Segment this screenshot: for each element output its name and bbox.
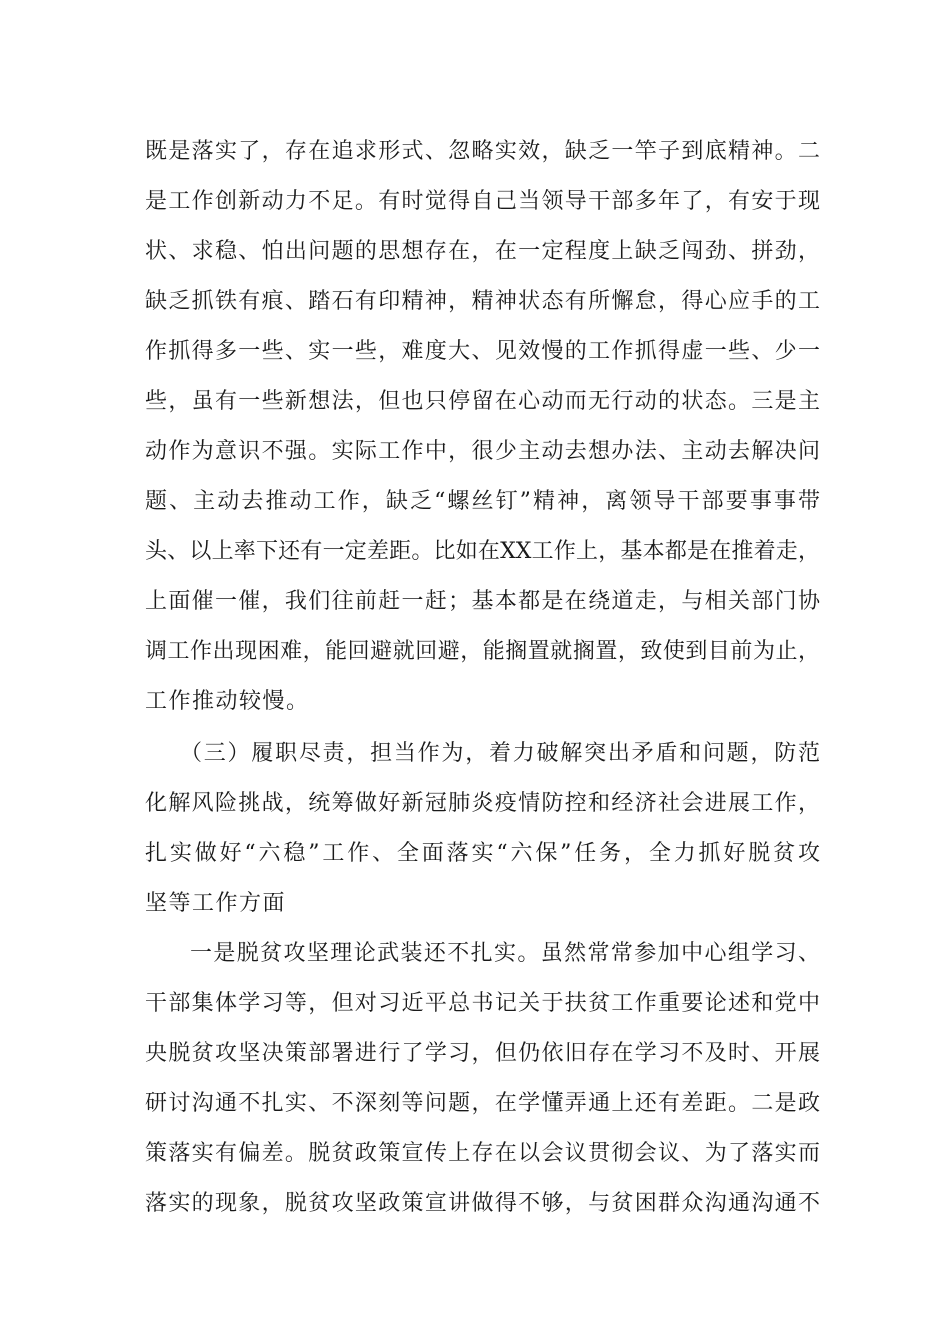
body-text-line: 上面催一催，我们往前赶一赶；基本都是在绕道走，与相关部门协 <box>145 589 820 614</box>
body-text-line: 工作推动较慢。 <box>145 689 310 714</box>
section-heading-line: 坚等工作方面 <box>145 891 287 916</box>
body-text-line: 研讨沟通不扎实、不深刻等问题，在学懂弄通上还有差距。二是政 <box>145 1091 820 1116</box>
body-text-line: 既是落实了，存在追求形式、忽略实效，缺乏一竿子到底精神。二 <box>145 139 820 164</box>
body-text-line: 动作为意识不强。实际工作中，很少主动去想办法、主动去解决问 <box>145 439 820 464</box>
body-text-line: 缺乏抓铁有痕、踏石有印精神，精神状态有所懈怠，得心应手的工 <box>145 289 820 314</box>
body-text-line: 头、以上率下还有一定差距。比如在XX工作上，基本都是在推着走， <box>145 539 820 564</box>
section-heading-line: （三）履职尽责，担当作为，着力破解突出矛盾和问题，防范 <box>180 741 820 766</box>
body-text-line: 是工作创新动力不足。有时觉得自己当领导干部多年了，有安于现 <box>145 189 820 214</box>
body-text-line: 调工作出现困难，能回避就回避，能搁置就搁置，致使到目前为止， <box>145 639 820 664</box>
body-text-line: 策落实有偏差。脱贫政策宣传上存在以会议贯彻会议、为了落实而 <box>145 1141 820 1166</box>
body-text-line: 状、求稳、怕出问题的思想存在，在一定程度上缺乏闯劲、拼劲， <box>145 239 820 264</box>
body-text-line: 作抓得多一些、实一些，难度大、见效慢的工作抓得虚一些、少一 <box>145 339 820 364</box>
body-text-line: 题、主动去推动工作，缺乏“螺丝钉”精神，离领导干部要事事带 <box>145 489 820 514</box>
section-heading-line: 扎实做好“六稳”工作、全面落实“六保”任务，全力抓好脱贫攻 <box>145 841 820 866</box>
body-text-line: 些，虽有一些新想法，但也只停留在心动而无行动的状态。三是主 <box>145 389 820 414</box>
body-text-line: 干部集体学习等，但对习近平总书记关于扶贫工作重要论述和党中 <box>145 991 820 1016</box>
section-heading-line: 化解风险挑战，统筹做好新冠肺炎疫情防控和经济社会进展工作， <box>145 791 820 816</box>
body-text-line: 一是脱贫攻坚理论武装还不扎实。虽然常常参加中心组学习、 <box>190 941 820 966</box>
body-text-line: 落实的现象，脱贫攻坚政策宣讲做得不够，与贫困群众沟通沟通不 <box>145 1191 820 1216</box>
body-text-line: 央脱贫攻坚决策部署进行了学习，但仍依旧存在学习不及时、开展 <box>145 1041 820 1066</box>
